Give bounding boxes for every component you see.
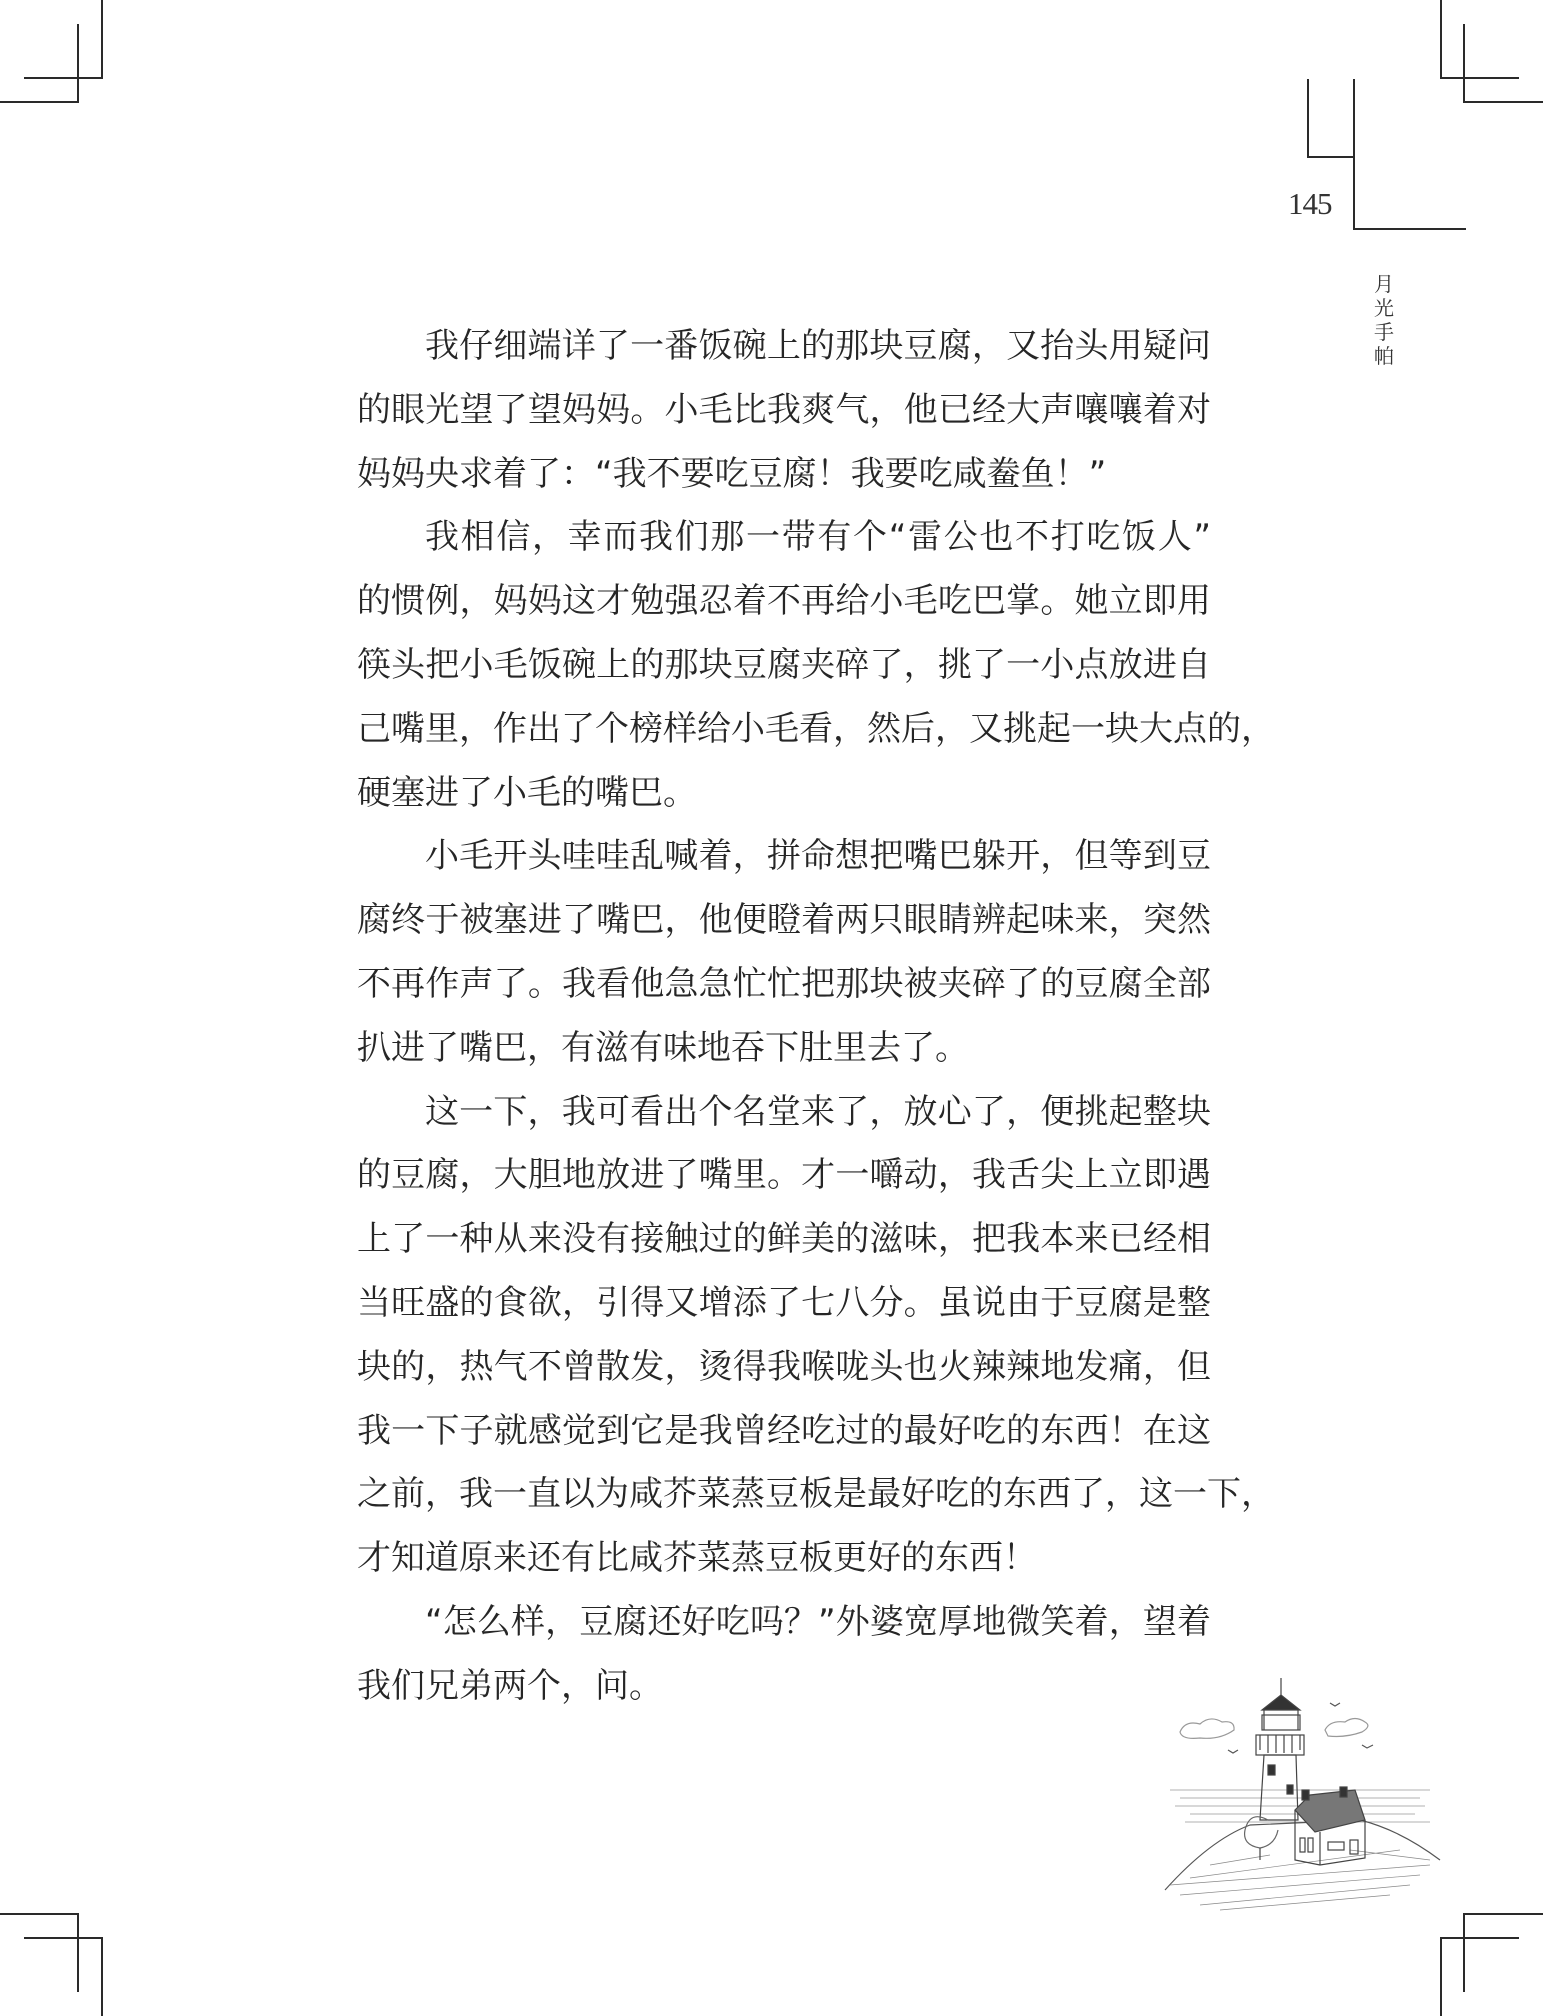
- text-line: 腐终于被塞进了嘴巴，他便瞪着两只眼睛辨起味来，突然: [357, 900, 1211, 941]
- crop-mark: [0, 101, 79, 103]
- running-title: [1372, 272, 1396, 368]
- crop-mark: [0, 1913, 79, 1915]
- header-rule: [1353, 228, 1466, 230]
- running-title-char: 光: [1374, 296, 1394, 320]
- text-line: 妈妈央求着了：“我不要吃豆腐！我要吃咸鲞鱼！”: [357, 453, 1107, 494]
- header-rule: [1353, 79, 1355, 230]
- text-line: 我一下子就感觉到它是我曾经吃过的最好吃的东西！在这: [357, 1410, 1211, 1451]
- text-line: 的豆腐，大胆地放进了嘴里。才一嚼动，我舌尖上立即遇: [357, 1155, 1211, 1196]
- text-line: 之前，我一直以为咸芥菜蒸豆板是最好吃的东西了，这一下，: [357, 1474, 1275, 1515]
- crop-mark: [24, 1937, 103, 1939]
- crop-mark: [1463, 101, 1543, 103]
- text-line: 的惯例，妈妈这才勉强忍着不再给小毛吃巴掌。她立即用: [357, 581, 1211, 622]
- crop-mark: [1440, 77, 1519, 79]
- text-line: 我相信，幸而我们那一带有个“雷公也不打吃饭人”: [425, 517, 1211, 558]
- running-title-char: 帕: [1374, 344, 1394, 368]
- text-line: 筷头把小毛饭碗上的那块豆腐夹碎了，挑了一小点放进自: [357, 644, 1211, 685]
- text-line: 的眼光望了望妈妈。小毛比我爽气，他已经大声嚷嚷着对: [357, 389, 1211, 430]
- text-line: 己嘴里，作出了个榜样给小毛看，然后，又挑起一块大点的，: [357, 708, 1275, 749]
- crop-mark: [1463, 24, 1465, 103]
- text-line: 块的，热气不曾散发，烫得我喉咙头也火辣辣地发痛，但: [357, 1346, 1211, 1387]
- text-line: 我仔细端详了一番饭碗上的那块豆腐，又抬头用疑问: [425, 326, 1211, 366]
- crop-mark: [24, 77, 103, 79]
- text-line: 小毛开头哇哇乱喊着，拼命想把嘴巴躲开，但等到豆: [425, 836, 1211, 877]
- text-line: 上了一种从来没有接触过的鲜美的滋味，把我本来已经相: [357, 1219, 1211, 1260]
- crop-mark: [77, 1913, 79, 1992]
- header-rule: [1307, 156, 1355, 158]
- running-title-char: 月: [1374, 272, 1394, 296]
- text-line: 这一下，我可看出个名堂来了，放心了，便挑起整块: [425, 1091, 1211, 1132]
- text-line: 我们兄弟两个，问。: [357, 1665, 663, 1706]
- crop-mark: [77, 24, 79, 103]
- crop-mark: [1440, 1937, 1519, 1939]
- running-title-char: 手: [1374, 320, 1394, 344]
- body-text: [357, 315, 1275, 1719]
- text-line: 不再作声了。我看他急急忙忙把那块被夹碎了的豆腐全部: [357, 963, 1211, 1004]
- text-line: 扒进了嘴巴，有滋有味地吞下肚里去了。: [357, 1027, 969, 1068]
- crop-mark: [1440, 1937, 1442, 2016]
- crop-mark: [1463, 1913, 1543, 1915]
- text-line: 才知道原来还有比咸芥菜蒸豆板更好的东西！: [357, 1538, 1037, 1579]
- crop-mark: [101, 1937, 103, 2016]
- lighthouse-sketch-icon: [1150, 1660, 1450, 1920]
- text-line: 硬塞进了小毛的嘴巴。: [357, 772, 697, 813]
- text-line: “怎么样，豆腐还好吃吗？”外婆宽厚地微笑着，望着: [425, 1601, 1211, 1642]
- crop-mark: [101, 0, 103, 79]
- text-line: 当旺盛的食欲，引得又增添了七八分。虽说由于豆腐是整: [357, 1282, 1211, 1323]
- header-rule: [1307, 79, 1309, 158]
- crop-mark: [1440, 0, 1442, 79]
- page-number: 145: [1288, 186, 1332, 221]
- crop-mark: [1463, 1913, 1465, 1992]
